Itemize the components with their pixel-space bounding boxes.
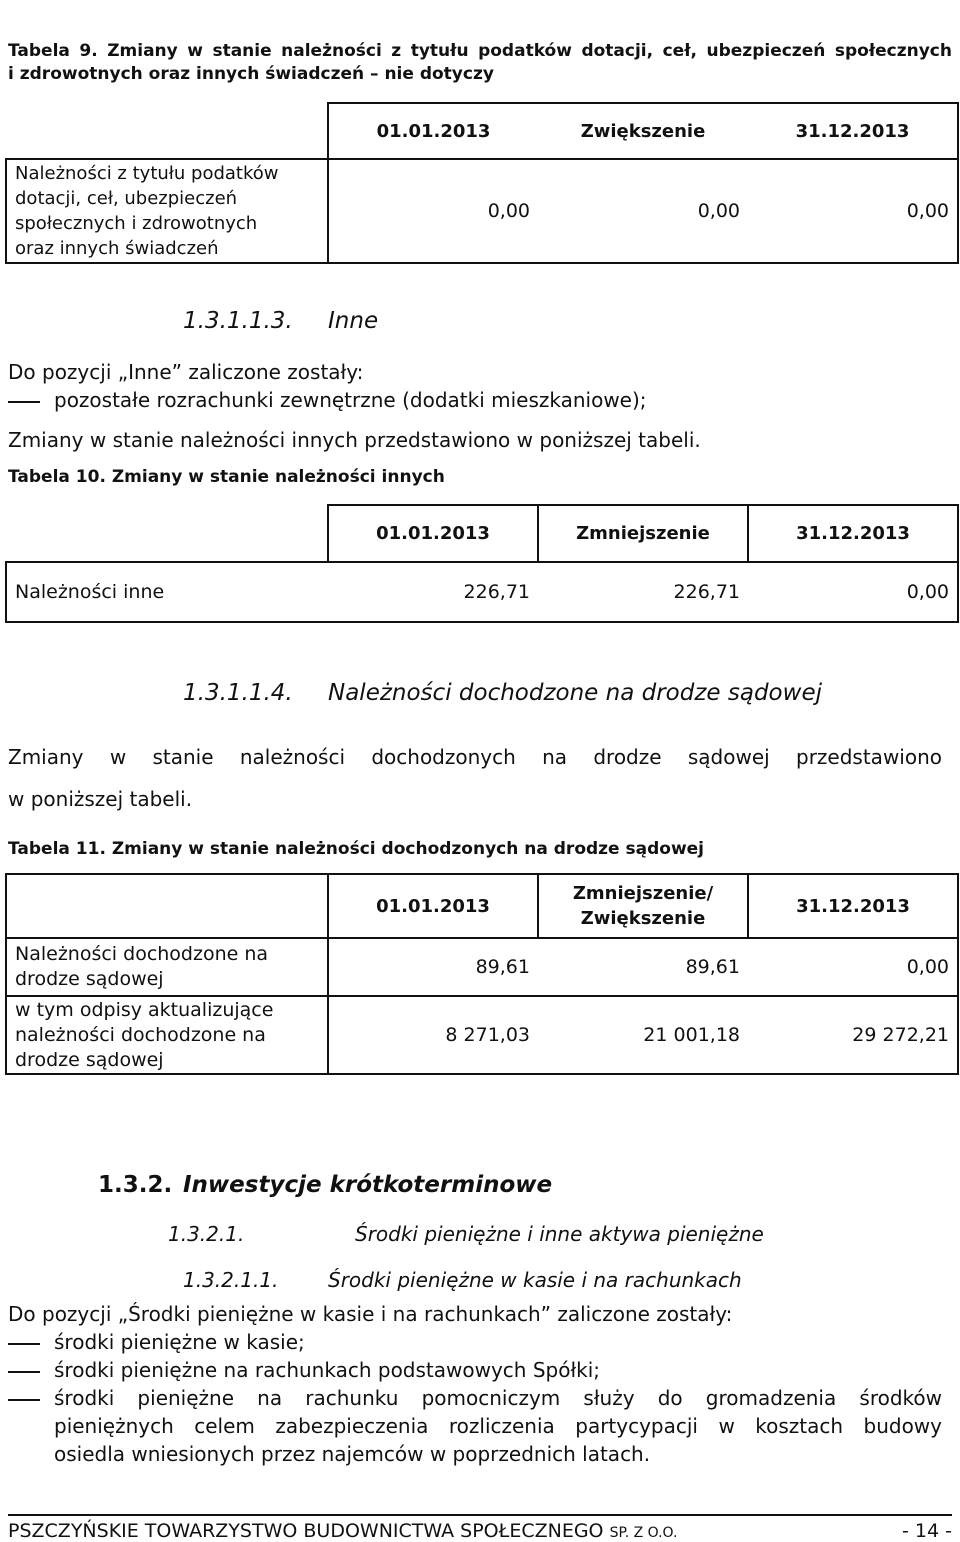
table10-value-col3: 0,00 — [748, 562, 958, 622]
table10-header-col1: 01.01.2013 — [328, 505, 538, 562]
table11-header-col3: 31.12.2013 — [748, 874, 958, 938]
section-number-1-3-2-1: 1.3.2.1. — [168, 1222, 245, 1246]
table11-row2-col2: 21 001,18 — [538, 996, 748, 1074]
dash-bullet-icon — [8, 1343, 40, 1345]
list-item-text-line3: osiedla wniesionych przez najemców w poprzednich latach. — [54, 1442, 651, 1466]
dash-bullet-icon — [8, 401, 40, 403]
label-line: drodze sądowej — [15, 1048, 164, 1071]
list-item — [8, 386, 647, 414]
section-title-srodki-kasa: Środki pieniężne w kasie i na rachunkach — [328, 1268, 742, 1292]
list-item — [8, 1328, 305, 1356]
list-item — [8, 1356, 600, 1384]
table10-header-row — [6, 505, 958, 562]
table9-caption — [8, 40, 952, 86]
section-text-sadowe-line2: w poniższej tabeli. — [8, 787, 193, 811]
table10-row-label: Należności inne — [6, 562, 328, 622]
table-row — [6, 996, 958, 1074]
table10-empty-cell — [6, 505, 328, 562]
table9-header-col2: Zwiększenie — [538, 103, 748, 159]
table9-empty-cell — [6, 103, 328, 159]
table10-caption: Tabela 10. Zmiany w stanie należności innych — [8, 467, 445, 487]
table11-caption: Tabela 11. Zmiany w stanie należności dochodzonych na drodze sądowej — [8, 839, 705, 859]
footer-company: PSZCZYŃSKIE TOWARZYSTWO BUDOWNICTWA SPOŁECZNEGO — [8, 1520, 604, 1542]
table11 — [5, 873, 959, 1075]
section-text-inne: Zmiany w stanie należności innych przedstawiono w poniższej tabeli. — [8, 428, 701, 452]
table9-header-col3: 31.12.2013 — [748, 103, 958, 159]
section-title-inne: Inne — [328, 308, 379, 334]
section-title-inwestycje: Inwestycje krótkoterminowe — [183, 1172, 553, 1198]
page-number: - 14 - — [902, 1520, 952, 1542]
label-line: Należności dochodzone na — [15, 943, 269, 965]
table9-caption-line1: Tabela 9. Zmiany w stanie należności z tytułu podatków dotacji, ceł, ubezpieczeń społecznych — [8, 41, 952, 61]
table9-value-col1: 0,00 — [328, 159, 538, 263]
list-item-text: środki pieniężne w kasie; — [54, 1330, 305, 1354]
section-intro-inne: Do pozycji „Inne” zaliczone zostały: — [8, 360, 364, 384]
section-intro-srodki: Do pozycji „Środki pieniężne w kasie i na rachunkach” zaliczone zostały: — [8, 1302, 733, 1326]
section-number-1-3-1-1-4: 1.3.1.1.4. — [183, 680, 293, 706]
label-line: Należności z tytułu podatków — [15, 163, 279, 184]
dash-bullet-icon — [8, 1371, 40, 1373]
table11-header-col2 — [538, 874, 748, 938]
section-number-1-3-2: 1.3.2. — [98, 1172, 173, 1198]
label-line: należności dochodzone na — [15, 1023, 266, 1046]
table9-value-col3: 0,00 — [748, 159, 958, 263]
page-footer — [8, 1514, 952, 1542]
table11-row1-col3: 0,00 — [748, 938, 958, 996]
table10-header-col3: 31.12.2013 — [748, 505, 958, 562]
header-line: Zwiększenie — [580, 908, 706, 929]
table-row — [6, 159, 958, 263]
label-line: społecznych i zdrowotnych — [15, 213, 258, 234]
section-title-srodki-pieniezne: Środki pieniężne i inne aktywa pieniężne — [355, 1222, 764, 1246]
label-line: dotacji, ceł, ubezpieczeń — [15, 188, 238, 209]
table9-row-label — [6, 159, 328, 263]
footer-company-suffix: SP. Z O.O. — [609, 1525, 678, 1541]
table11-row2-col3: 29 272,21 — [748, 996, 958, 1074]
list-item-text: środki pieniężne na rachunkach podstawowych Spółki; — [54, 1358, 601, 1382]
table11-row2-label — [6, 996, 328, 1074]
table11-row1-col2: 89,61 — [538, 938, 748, 996]
table11-empty-cell — [6, 874, 328, 938]
section-number-1-3-2-1-1: 1.3.2.1.1. — [183, 1268, 279, 1292]
table11-row2-col1: 8 271,03 — [328, 996, 538, 1074]
table10 — [5, 504, 959, 623]
section-title-sadowe: Należności dochodzone na drodze sądowej — [328, 680, 822, 706]
list-item-text: pozostałe rozrachunki zewnętrzne (dodatki mieszkaniowe); — [54, 388, 647, 412]
section-number-1-3-1-1-3: 1.3.1.1.3. — [183, 308, 293, 334]
table9-header-col1: 01.01.2013 — [328, 103, 538, 159]
table11-row1-col1: 89,61 — [328, 938, 538, 996]
table11-header-col1: 01.01.2013 — [328, 874, 538, 938]
table10-value-col2: 226,71 — [538, 562, 748, 622]
list-item — [8, 1384, 54, 1412]
header-line: Zmniejszenie/ — [572, 883, 714, 904]
table10-value-col1: 226,71 — [328, 562, 538, 622]
table9 — [5, 102, 959, 264]
table10-header-col2: Zmniejszenie — [538, 505, 748, 562]
table-row — [6, 938, 958, 996]
section-text-sadowe-line1: Zmiany w stanie należności dochodzonych na drodze sądowej przedstawiono — [8, 745, 942, 769]
table11-header-row — [6, 874, 958, 938]
table9-header-row — [6, 103, 958, 159]
list-item-text-line2: pieniężnych celem zabezpieczenia rozliczenia partycypacji w kosztach budowy — [54, 1414, 942, 1438]
table11-row1-label — [6, 938, 328, 996]
dash-bullet-icon — [8, 1399, 40, 1401]
label-line: drodze sądowej — [15, 968, 164, 990]
table-row — [6, 562, 958, 622]
list-item-text-line1: środki pieniężne na rachunku pomocniczym służy do gromadzenia środków — [54, 1386, 942, 1410]
table9-caption-line2: i zdrowotnych oraz innych świadczeń – nie dotyczy — [8, 64, 494, 84]
label-line: oraz innych świadczeń — [15, 238, 219, 259]
label-line: w tym odpisy aktualizujące — [15, 998, 274, 1021]
table9-value-col2: 0,00 — [538, 159, 748, 263]
